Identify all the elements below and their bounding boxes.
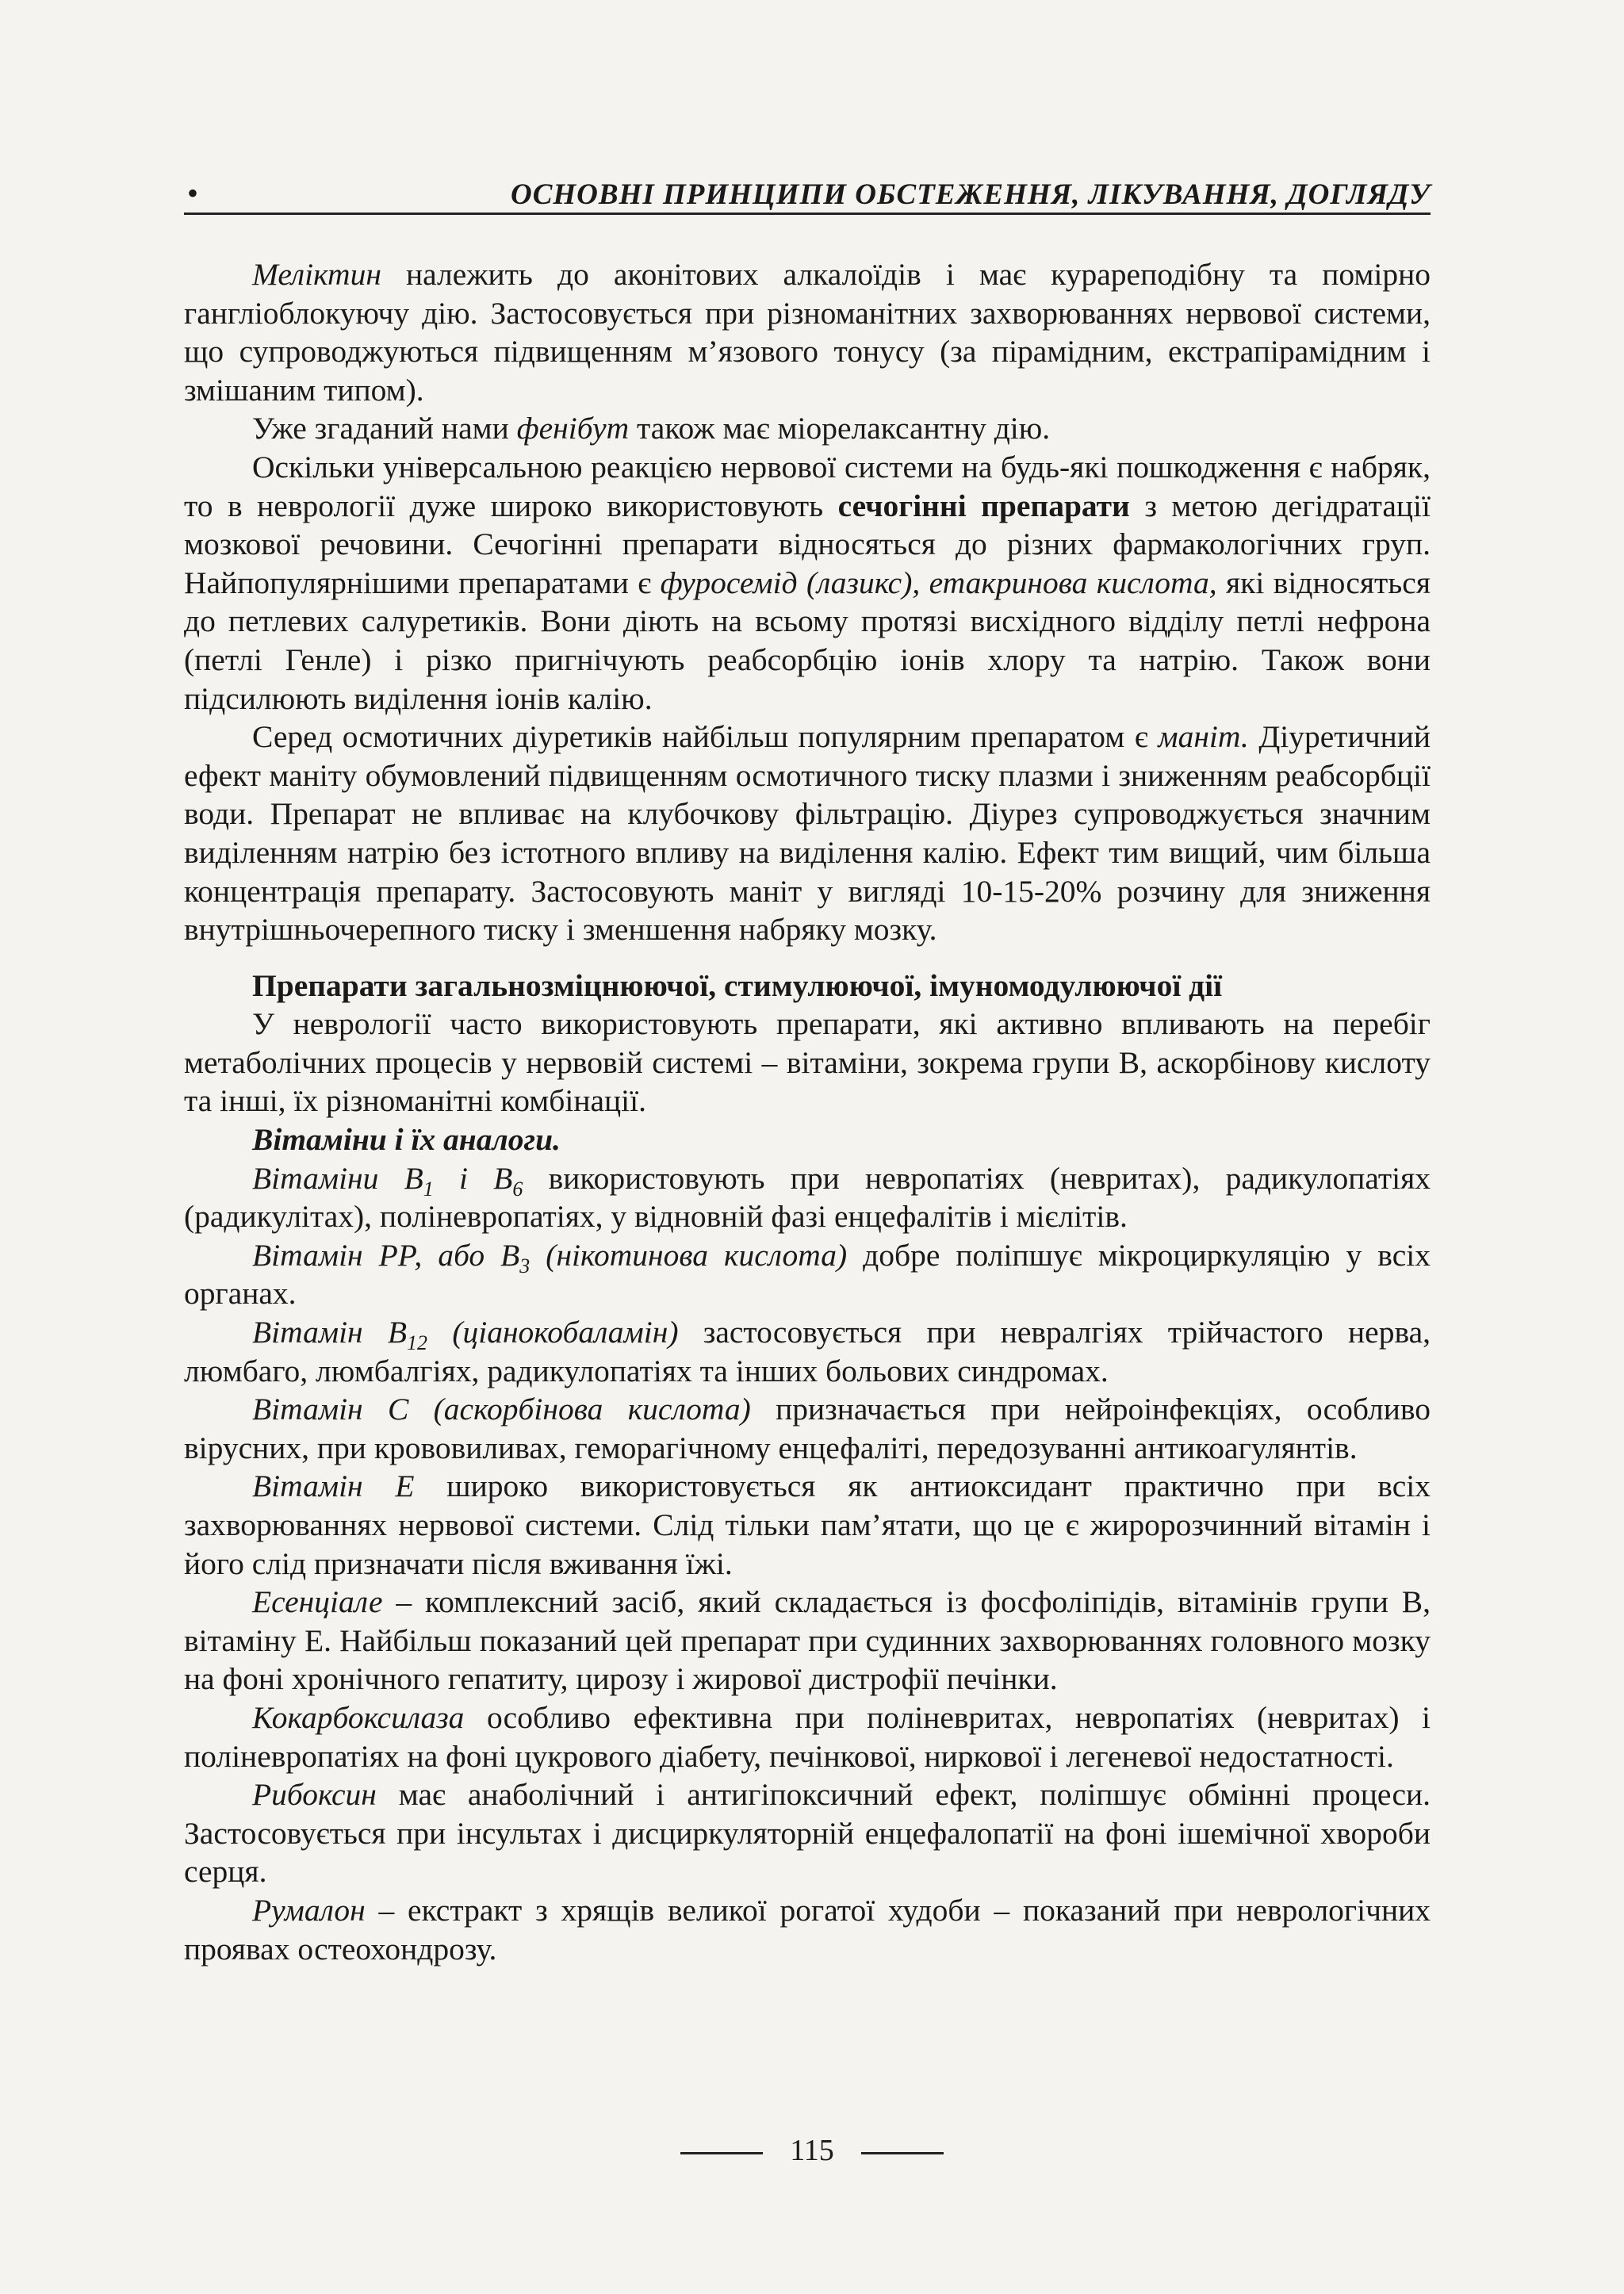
paragraph-essentiale: Есенціале – комплексний засіб, який складається із фосфоліпідів, вітамінів групи В, вітаміну Е. Найбільш показаний цей препарат при судинних захворюваннях головного мозку на фоні хронічного гепатиту, цирозу і жирової дистрофії печінки. — [184, 1584, 1431, 1697]
paragraph-meliktyn: Меліктин належить до аконітових алкалоїдів і має курареподібну та помірно гангліоблокуючу дію. Застосовується при різноманітних захворюваннях нервової системи, що супроводжуються підвищенням м’язового тонусу (за пірамідним, екстрапірамідним і змішаним типом). — [184, 257, 1431, 408]
page-number: 115 — [790, 2134, 834, 2167]
paragraph-intro-vitamins: У неврології часто використовують препарати, які активно впливають на перебіг метаболічних процесів у нервовій системі – вітаміни, зокрема групи В, аскорбінову кислоту та інші, їх різноманітні комбінації. — [184, 1006, 1431, 1119]
paragraph-vitamin-b1-b6: Вітаміни $В_1$ і $В_6$ використовують при невропатіях (невритах), радикулопатіях (радикулітах), поліневропатіях, у відновній фазі енцефалітів і мієлітів. — [184, 1160, 1431, 1235]
section-heading: Препарати загальнозміцнюючої, стимулюючої, імуномодулюючої дії — [252, 967, 1223, 1003]
drug-name: Есенціале — [252, 1584, 383, 1620]
drug-name: Рибоксин — [252, 1777, 377, 1813]
paragraph-mannitol: Серед осмотичних діуретиків найбільш популярним препаратом є маніт. Діуретичний ефект маніту обумовлений підвищенням осмотичного тиску плазми і зниженням реабсорбції води. Препарат не впливає на клубочкову фільтрацію. Діурез супроводжується значним виділенням натрію без істотного впливу на виділення калію. Ефект тим вищий, чим більша концентрація препарату. Застосовують маніт у вигляді 10-15-20% розчину для зниження внутрішньочерепного тиску і зменшення набряку мозку. — [184, 719, 1431, 948]
drug-name: маніт. — [1158, 719, 1249, 755]
drug-name: Вітамін С (аскорбінова кислота) — [252, 1392, 751, 1427]
body-text — [184, 255, 1431, 1968]
paragraph-rumalon: Румалон – екстракт з хрящів великої рогатої худоби – показаний при неврологічних проявах остеохондрозу. — [184, 1892, 1431, 1967]
running-header — [184, 168, 1431, 215]
footer-rule-left — [680, 2152, 763, 2154]
key-term: сечогінні препарати — [837, 488, 1130, 523]
paragraph-vitamin-b12: Вітамін $В_{12}$ (ціанокобаламін) застосовується при невралгіях трійчастого нерва, люмбаго, люмбалгіях, радикулопатіях та інших больових синдромах. — [184, 1315, 1431, 1388]
paragraph-vitamin-pp: Вітамін РР, або $В_3$ (нікотинова кислота) добре поліпшує мікроциркуляцію у всіх органах. — [184, 1237, 1431, 1312]
drug-name: Румалон — [252, 1892, 366, 1928]
page-footer — [0, 2133, 1624, 2168]
header-bullet: • — [187, 175, 199, 211]
paragraph-diuretics: Оскільки універсальною реакцією нервової системи на будь-які пошкодження є набряк, то в неврології дуже широко використовують сечогінні препарати з метою дегідратації мозкової речовини. Сечогінні препарати відносяться до різних фармакологічних груп. Найпопулярнішими препаратами є фуросемід (лазикс), етакринова кислота, які відносяться до петлевих салуретиків. Вони діють на всьому протязі висхідного відділу петлі нефрона (петлі Генле) і різко пригнічують реабсорбцію іонів хлору та натрію. Також вони підсилюють виділення іонів калію. — [184, 449, 1431, 716]
drug-name: Меліктин — [252, 257, 381, 292]
paragraph-fenibut: Уже згаданий нами фенібут також має міорелаксантну дію. — [252, 411, 1051, 446]
drug-name: Кокарбоксилаза — [252, 1699, 465, 1735]
paragraph-vitamin-c: Вітамін С (аскорбінова кислота) призначається при нейроінфекціях, особливо вірусних, при крововиливах, геморагічному енцефаліті, передозуванні антикоагулянтів. — [184, 1392, 1431, 1465]
paragraph-riboxin: Рибоксин має анаболічний і антигіпоксичний ефект, поліпшує обмінні процеси. Застосовується при інсультах і дисциркуляторній енцефалопатії на фоні ішемічної хвороби серця. — [184, 1777, 1431, 1890]
paragraph-vitamin-e: Вітамін Е широко використовується як антиоксидант практично при всіх захворюваннях нервової системи. Слід тільки пам’ятати, що це є жиророзчинний вітамін і його слід призначати після вживання їжі. — [184, 1469, 1431, 1581]
paragraph-cocarboxylase: Кокарбоксилаза особливо ефективна при поліневритах, невропатіях (невритах) і поліневропатіях на фоні цукрового діабету, печінкової, ниркової і легеневої недостатності. — [184, 1699, 1431, 1774]
drug-name: фенібут — [516, 411, 630, 446]
footer-rule-right — [861, 2152, 944, 2154]
drug-name: фуросемід (лазикс), етакринова кислота, — [660, 565, 1217, 600]
subsection-heading: Вітаміни і їх аналоги. — [252, 1122, 561, 1158]
drug-name: Вітамін Е — [252, 1469, 415, 1504]
header-title: ОСНОВНІ ПРИНЦИПИ ОБСТЕЖЕННЯ, ЛІКУВАННЯ, ДОГЛЯДУ — [510, 178, 1431, 211]
